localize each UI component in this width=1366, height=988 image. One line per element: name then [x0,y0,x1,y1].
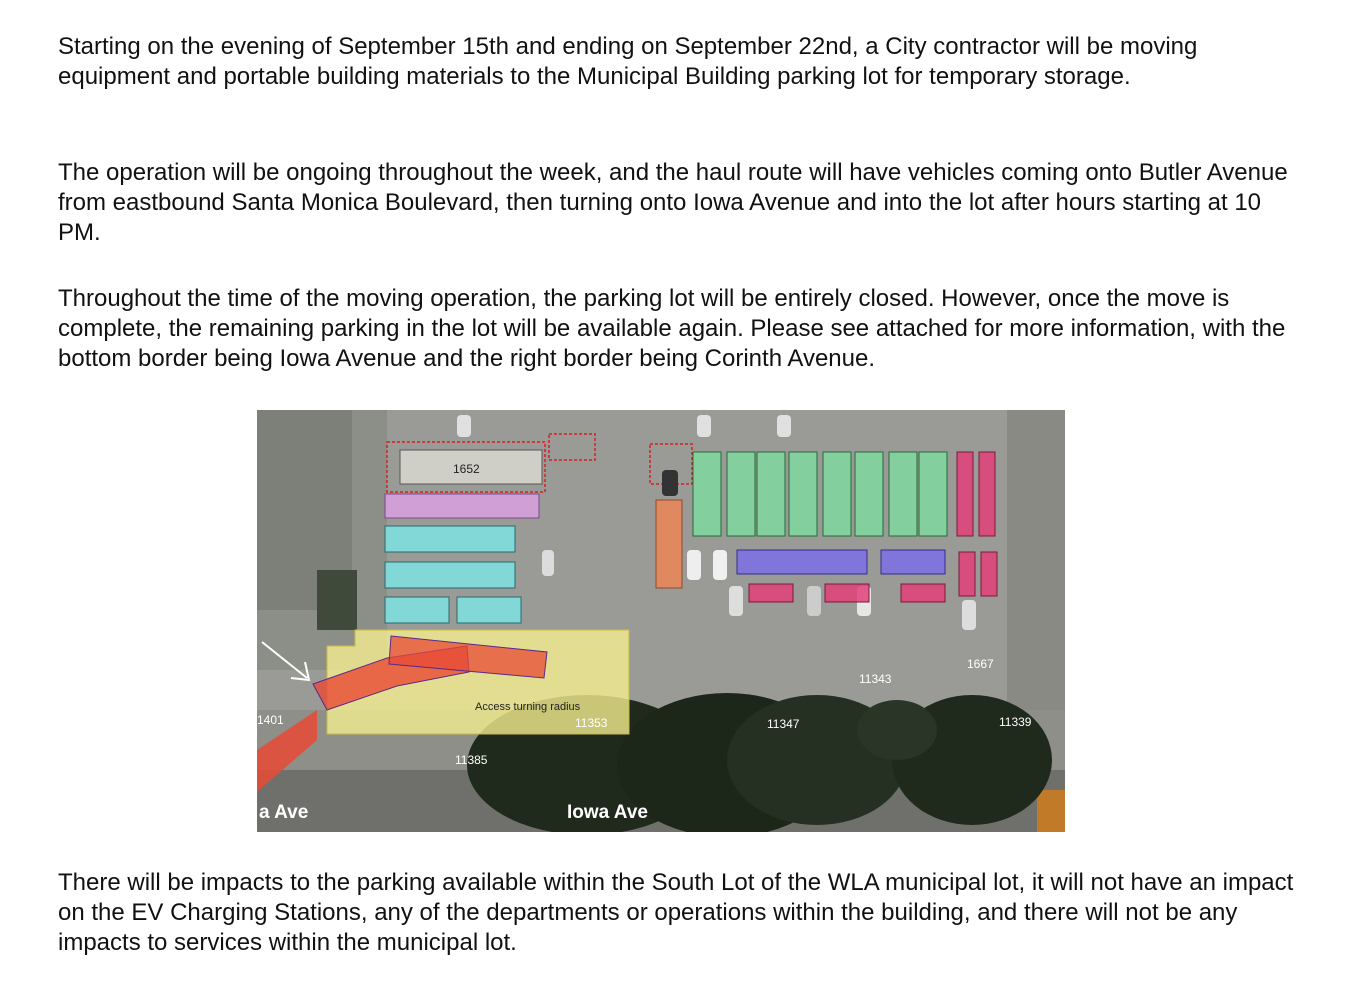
left-trees [317,570,357,630]
pink-stall [749,584,793,602]
orange-area [656,500,682,588]
impacts-paragraph: There will be impacts to the parking available within the South Lot of the WLA municipal lot, it will not have an impact on the EV Charging Stations, any of the departments or operations within the building, and there will not be any impacts to services within the municipal lot. [58,869,1294,956]
pink-stall [959,552,975,596]
label-11347: 11347 [767,717,800,731]
label-11339: 11339 [999,715,1032,729]
access-turning-radius-label: Access turning radius [475,701,581,713]
purple-area-1 [737,550,867,574]
cyan-area-4 [457,597,521,623]
pink-stall [825,584,869,602]
label-1667: 1667 [967,657,994,671]
parking-lot-map-svg [257,410,1065,832]
label-11353: 11353 [575,716,608,730]
violet-area [385,494,539,518]
purple-area-2 [881,550,945,574]
haul-route-paragraph: The operation will be ongoing throughout the week, and the haul route will have vehicles coming onto Butler Avenue from eastbound Santa Monica Boulevard, then turning onto Iowa Avenue and into the lot after hours starting at 10 PM. [58,159,1288,246]
cyan-area-1 [385,526,515,552]
label-1652: 1652 [453,462,480,476]
iowa-ave-label: Iowa Ave [567,802,648,823]
parking-lot-map [257,410,1065,832]
left-avenue-label: a Ave [259,802,309,823]
cyan-area-3 [385,597,449,623]
closure-paragraph: Throughout the time of the moving operation, the parking lot will be entirely closed. However, once the move is complete, the remaining parking in the lot will be available again. Please see attached for more information, with the bottom border being Iowa Avenue and the right border being Corinth Avenue. [58,285,1286,372]
car [542,550,554,576]
label-11343: 11343 [859,672,892,686]
pink-stall [981,552,997,596]
pink-stall [979,452,995,536]
intro-paragraph: Starting on the evening of September 15th and ending on September 22nd, a City contractor will be moving equipment and portable building materials to the Municipal Building parking lot for temporary storage. [58,33,1198,90]
label-1401: 1401 [257,713,284,727]
label-11385: 11385 [455,753,488,767]
pink-stall [901,584,945,602]
corinth-ave [1007,410,1065,710]
pink-stall [957,452,973,536]
cyan-area-2 [385,562,515,588]
